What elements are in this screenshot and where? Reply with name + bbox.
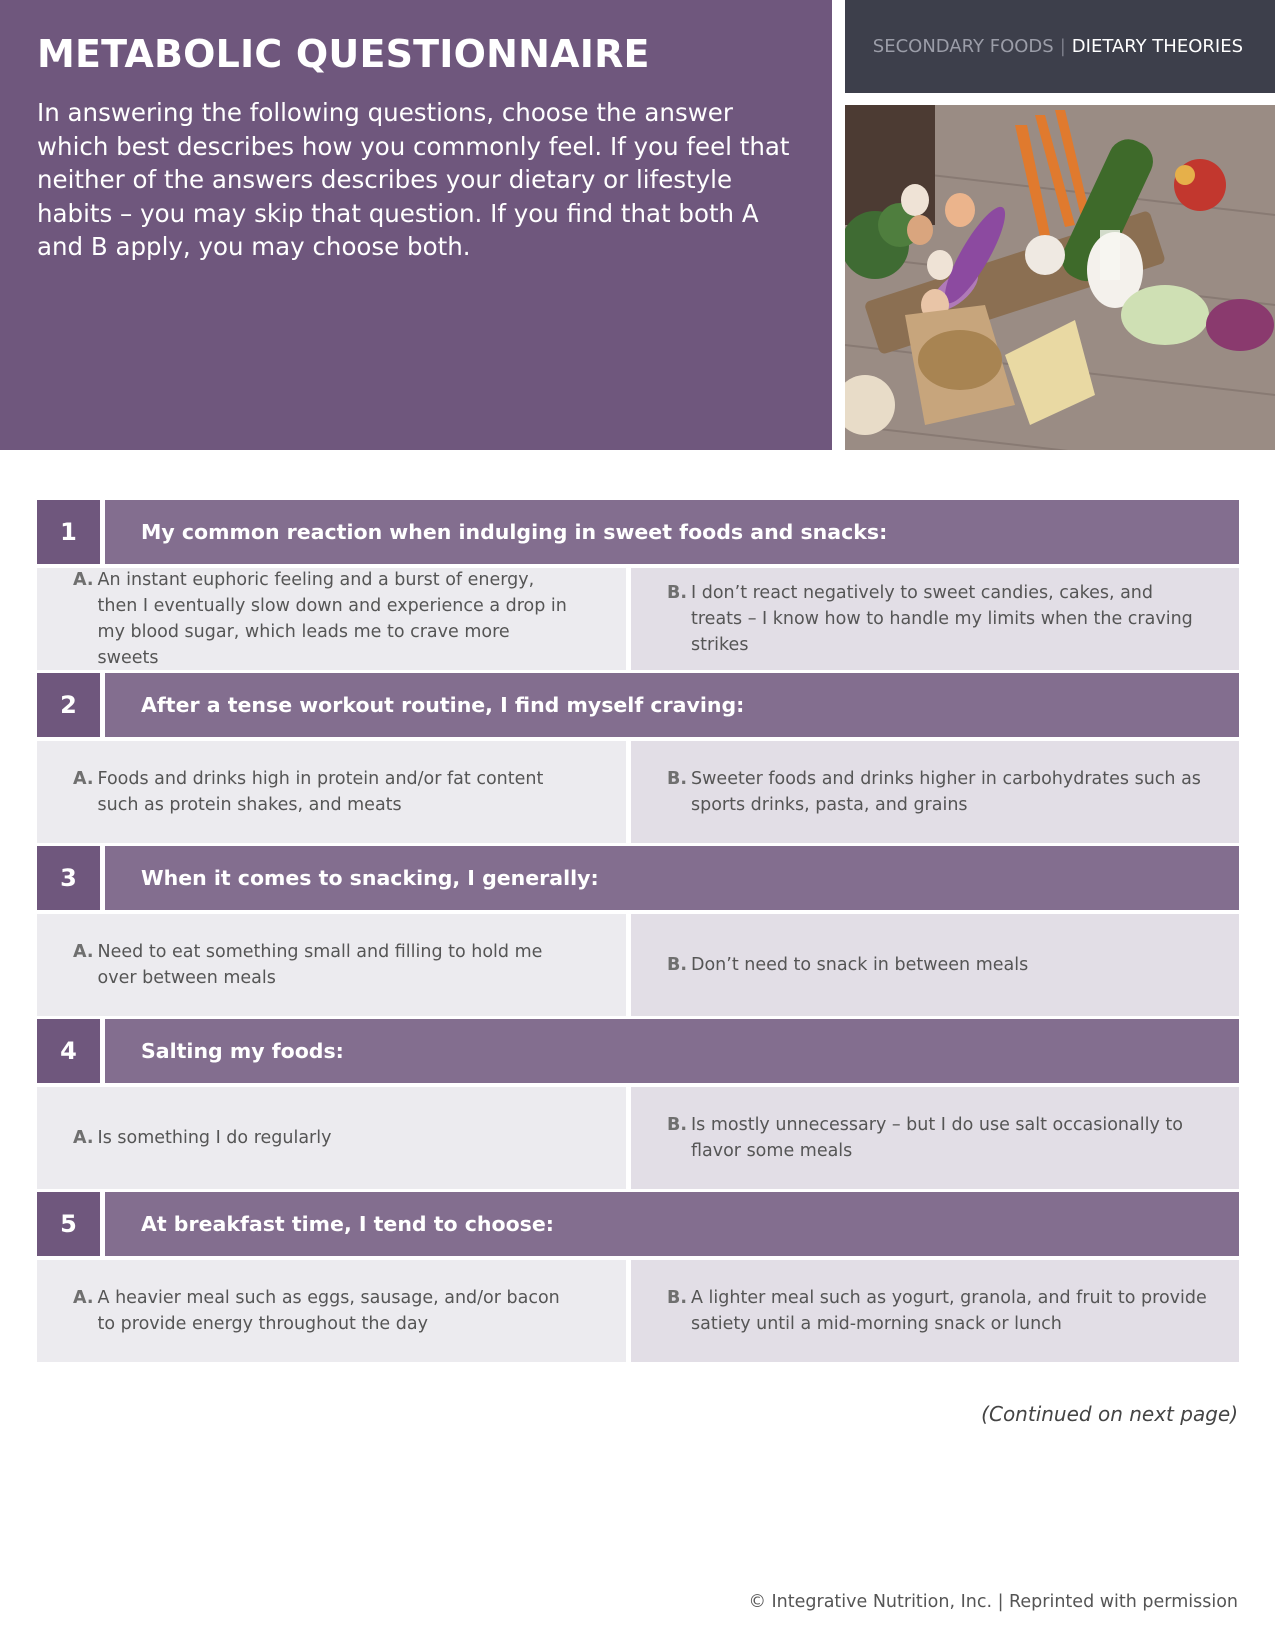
option-letter: A. xyxy=(73,1288,94,1308)
option-text: Is mostly unnecessary – but I do use salt occasionally to flavor some meals xyxy=(691,1115,1183,1161)
question-header xyxy=(37,1019,1239,1083)
category-separator: | xyxy=(1059,36,1066,57)
question-prompt: Salting my foods: xyxy=(105,1019,1239,1083)
question-prompt: When it comes to snacking, I generally: xyxy=(105,846,1239,910)
option-letter: A. xyxy=(73,570,94,590)
category-primary: DIETARY THEORIES xyxy=(1071,36,1243,57)
question-number: 2 xyxy=(37,673,100,737)
option-b[interactable] xyxy=(631,914,1239,1016)
option-letter: B. xyxy=(667,955,687,975)
option-text: A lighter meal such as yogurt, granola, and fruit to provide satiety until a mid-morning snack or lunch xyxy=(691,1288,1207,1334)
option-text: Foods and drinks high in protein and/or fat content such as protein shakes, and meats xyxy=(97,769,544,815)
question-number: 4 xyxy=(37,1019,100,1083)
question-number: 1 xyxy=(37,500,100,564)
option-letter: B. xyxy=(667,1115,687,1135)
continued-note: (Continued on next page) xyxy=(981,1402,1238,1426)
option-a[interactable] xyxy=(37,741,626,843)
header-panel xyxy=(0,0,832,450)
option-b[interactable] xyxy=(631,1087,1239,1189)
option-text: Need to eat something small and filling to hold me over between meals xyxy=(97,942,543,988)
intro-text: In answering the following questions, choose the answer which best describes how you commonly feel. If you feel that neither of the answers describes your dietary or lifestyle habits – you may skip that question. If you find that both A and B apply, you may choose both. xyxy=(37,98,790,261)
option-a[interactable] xyxy=(37,568,626,670)
option-text: Sweeter foods and drinks higher in carbohydrates such as sports drinks, pasta, and grains xyxy=(691,769,1201,815)
option-letter: B. xyxy=(667,769,687,789)
option-letter: B. xyxy=(667,583,687,603)
option-a[interactable] xyxy=(37,914,626,1016)
question-header xyxy=(37,1192,1239,1256)
option-b[interactable] xyxy=(631,741,1239,843)
question-number: 5 xyxy=(37,1192,100,1256)
option-letter: A. xyxy=(73,769,94,789)
vegetables-photo xyxy=(845,105,1275,450)
question-prompt: After a tense workout routine, I find myself craving: xyxy=(105,673,1239,737)
vegetables-illustration xyxy=(845,105,1275,450)
option-a[interactable] xyxy=(37,1260,626,1362)
question-prompt: My common reaction when indulging in sweet foods and snacks: xyxy=(105,500,1239,564)
option-text: A heavier meal such as eggs, sausage, and/or bacon to provide energy throughout the day xyxy=(97,1288,560,1334)
page-title: METABOLIC QUESTIONNAIRE xyxy=(37,32,650,76)
option-b[interactable] xyxy=(631,568,1239,670)
question-header xyxy=(37,673,1239,737)
question-header xyxy=(37,500,1239,564)
category-tag-bar xyxy=(845,0,1275,93)
option-a[interactable] xyxy=(37,1087,626,1189)
question-header xyxy=(37,846,1239,910)
category-secondary: SECONDARY FOODS xyxy=(872,36,1054,57)
option-b[interactable] xyxy=(631,1260,1239,1362)
option-letter: A. xyxy=(73,942,94,962)
option-text: An instant euphoric feeling and a burst of energy, then I eventually slow down and experience a drop in my blood sugar, which leads me to crave more sweets xyxy=(97,570,567,668)
option-text: Is something I do regularly xyxy=(97,1128,332,1148)
question-prompt: At breakfast time, I tend to choose: xyxy=(105,1192,1239,1256)
question-number: 3 xyxy=(37,846,100,910)
option-text: I don’t react negatively to sweet candies, cakes, and treats – I know how to handle my limits when the craving strikes xyxy=(691,583,1193,655)
option-letter: A. xyxy=(73,1128,94,1148)
option-text: Don’t need to snack in between meals xyxy=(691,955,1029,975)
option-letter: B. xyxy=(667,1288,687,1308)
copyright-notice: © Integrative Nutrition, Inc. | Reprinted with permission xyxy=(748,1592,1238,1612)
